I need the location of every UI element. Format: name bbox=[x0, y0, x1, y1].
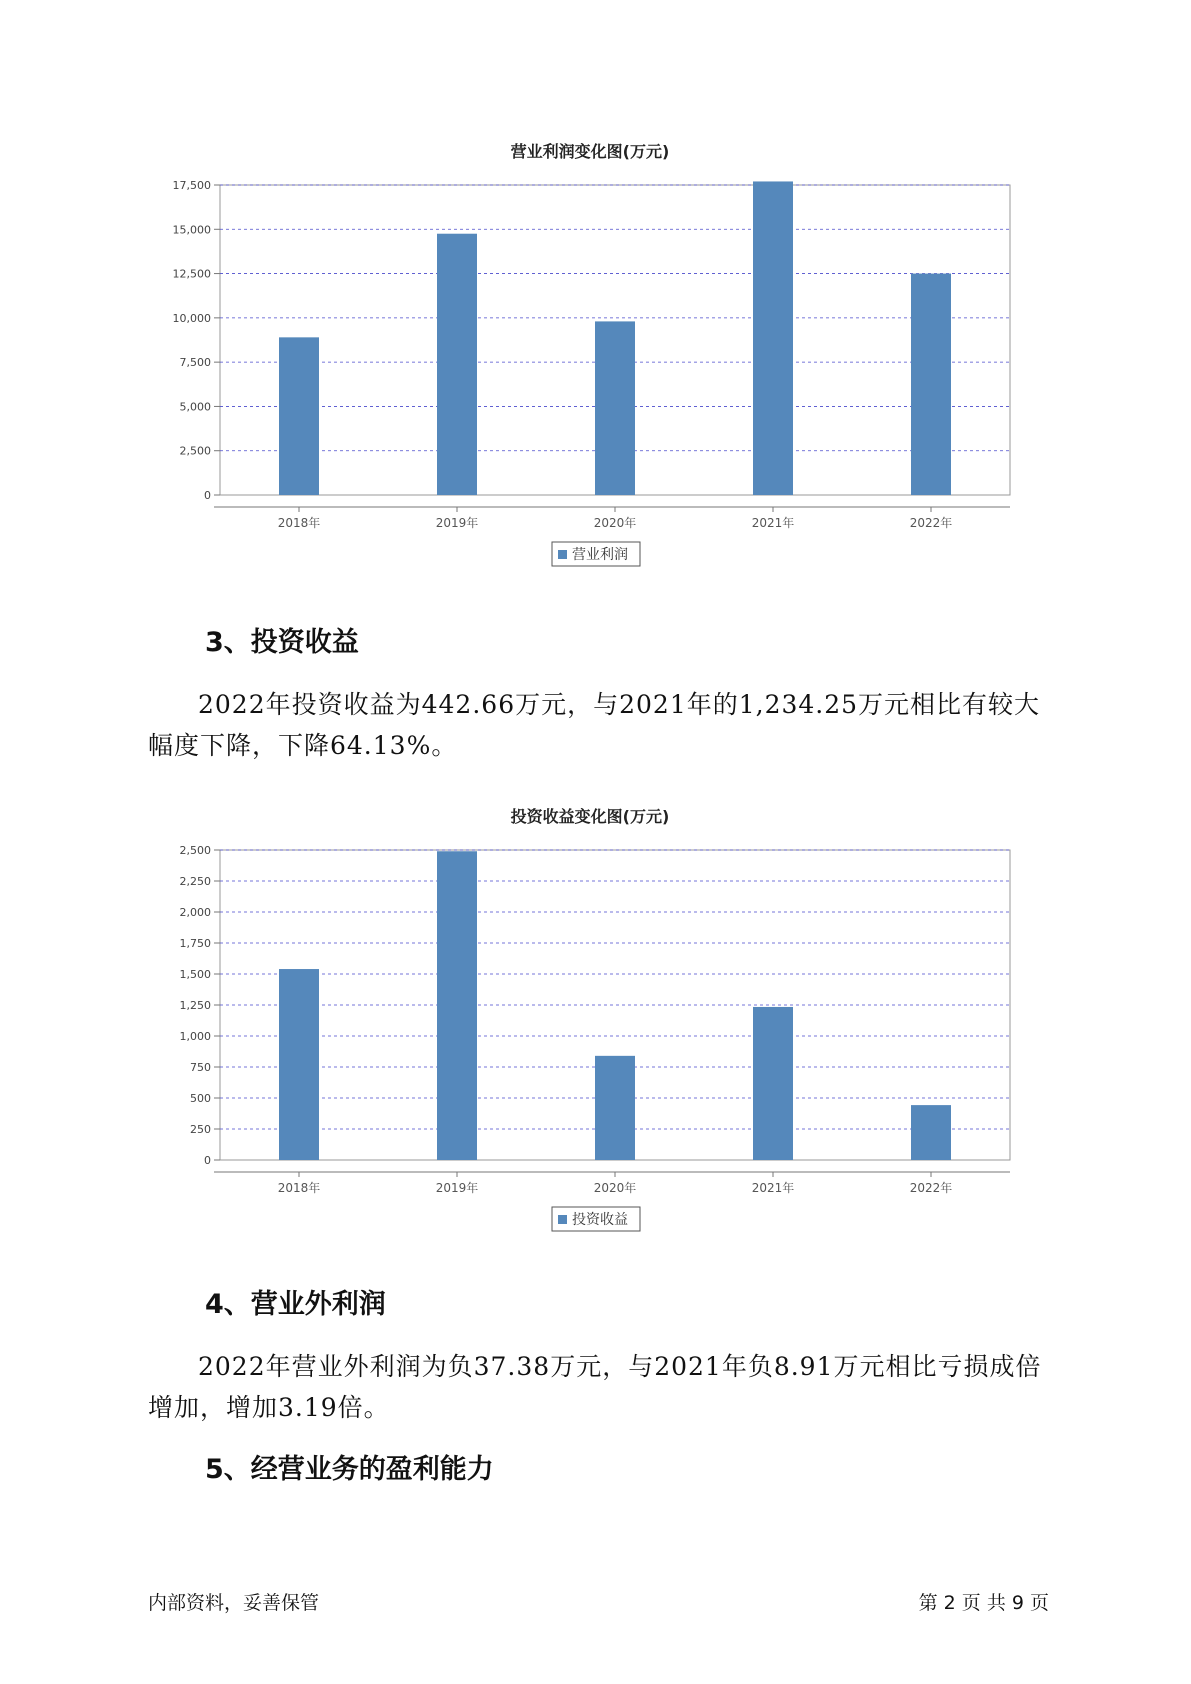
section-5-heading: 5、经营业务的盈利能力 bbox=[205, 1454, 494, 1485]
y-tick-label: 1,500 bbox=[179, 968, 211, 981]
section-4-heading: 4、营业外利润 bbox=[205, 1289, 386, 1320]
x-tick-label: 2021年 bbox=[751, 1181, 795, 1195]
legend-swatch bbox=[558, 550, 567, 559]
section-4-line-1: 2022年营业外利润为负37.38万元，与2021年负8.91万元相比亏损成倍 bbox=[198, 1352, 1042, 1381]
bar bbox=[911, 1105, 951, 1160]
y-tick-label: 7,500 bbox=[179, 356, 211, 370]
x-tick-label: 2019年 bbox=[435, 1181, 479, 1195]
bar bbox=[595, 1056, 635, 1160]
y-tick-label: 250 bbox=[190, 1123, 211, 1136]
x-tick-label: 2020年 bbox=[593, 1181, 637, 1195]
y-tick-label: 0 bbox=[204, 1154, 211, 1167]
bar bbox=[911, 274, 951, 495]
bar bbox=[437, 234, 477, 495]
legend-swatch bbox=[558, 1215, 567, 1224]
y-tick-label: 2,000 bbox=[179, 906, 211, 919]
section-4-paragraph bbox=[148, 1346, 1048, 1428]
chart-title: 投资收益变化图(万元) bbox=[510, 807, 670, 826]
section-3-paragraph bbox=[148, 684, 1048, 766]
y-tick-label: 1,250 bbox=[179, 999, 211, 1012]
y-tick-label: 5,000 bbox=[179, 400, 211, 414]
section-3-line-1: 2022年投资收益为442.66万元，与2021年的1,234.25万元相比有较大 bbox=[198, 690, 1041, 719]
y-tick-label: 10,000 bbox=[172, 311, 211, 325]
investment-income-chart bbox=[150, 800, 1030, 1260]
x-tick-label: 2022年 bbox=[909, 516, 953, 530]
operating-profit-chart bbox=[150, 135, 1030, 595]
y-tick-label: 0 bbox=[204, 489, 211, 502]
footer-confidential-note: 内部资料，妥善保管 bbox=[148, 1592, 320, 1614]
legend-label: 营业利润 bbox=[572, 547, 628, 563]
x-tick-label: 2018年 bbox=[277, 1181, 321, 1195]
bar bbox=[753, 181, 793, 495]
bar bbox=[595, 321, 635, 495]
x-tick-label: 2021年 bbox=[751, 516, 795, 530]
y-tick-label: 750 bbox=[190, 1061, 211, 1074]
x-tick-label: 2022年 bbox=[909, 1181, 953, 1195]
y-tick-label: 500 bbox=[190, 1092, 211, 1105]
footer-page-number: 第 2 页 共 9 页 bbox=[918, 1592, 1049, 1614]
section-3-heading: 3、投资收益 bbox=[205, 627, 359, 658]
bar bbox=[753, 1007, 793, 1160]
x-tick-label: 2019年 bbox=[435, 516, 479, 530]
y-tick-label: 15,000 bbox=[172, 223, 211, 237]
y-tick-label: 2,500 bbox=[179, 444, 211, 458]
operating-profit-chart-svg bbox=[150, 135, 1030, 595]
x-tick-label: 2018年 bbox=[277, 516, 321, 530]
y-tick-label: 2,500 bbox=[179, 844, 211, 857]
legend-label: 投资收益 bbox=[572, 1212, 628, 1228]
bar bbox=[279, 969, 319, 1160]
section-3-line-2: 幅度下降，下降64.13%。 bbox=[148, 731, 458, 760]
y-tick-label: 1,750 bbox=[179, 937, 211, 950]
bar bbox=[279, 337, 319, 495]
y-tick-label: 1,000 bbox=[179, 1030, 211, 1043]
y-tick-label: 2,250 bbox=[179, 875, 211, 888]
chart-title: 营业利润变化图(万元) bbox=[510, 142, 670, 161]
investment-income-chart-svg bbox=[150, 800, 1030, 1260]
y-tick-label: 17,500 bbox=[172, 179, 211, 192]
section-4-line-2: 增加，增加3.19倍。 bbox=[148, 1393, 390, 1422]
x-tick-label: 2020年 bbox=[593, 516, 637, 530]
bar bbox=[437, 851, 477, 1160]
y-tick-label: 12,500 bbox=[172, 267, 211, 281]
